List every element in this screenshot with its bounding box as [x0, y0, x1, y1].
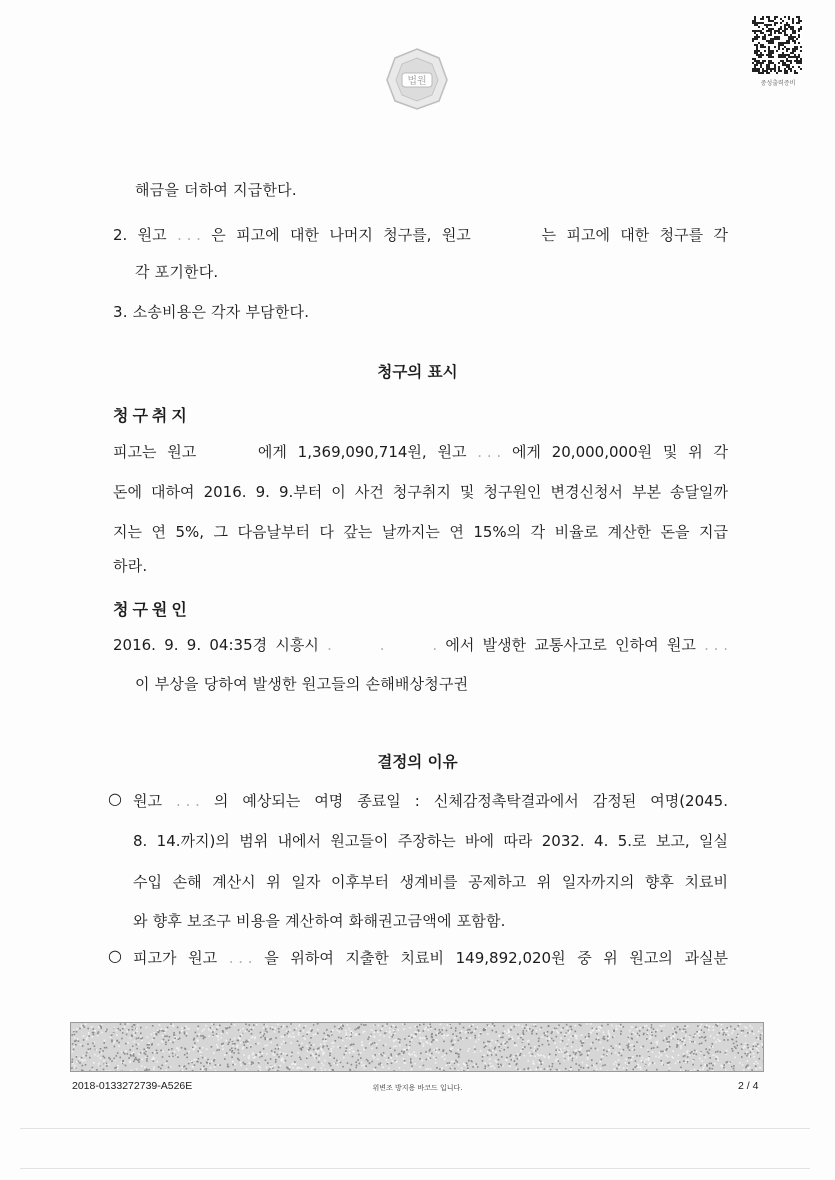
claim-c1-b: 에서 발생한 교통사고로 인하여 원고 — [445, 636, 696, 654]
anti-forgery-barcode — [70, 1022, 764, 1072]
order-item-2-suffix: 는 피고에 대한 청구를 각 — [541, 226, 728, 244]
redacted-name: . . . — [177, 226, 201, 244]
bullet-circle-icon: ○ — [108, 946, 122, 965]
order-item-2-cont: 각 포기한다. — [135, 263, 219, 281]
qr-caption: 중성출력증비 — [760, 80, 796, 87]
redacted-name: . . . — [477, 443, 502, 461]
claim-title: 청구의 표시 — [377, 363, 458, 381]
reason-b2-a: 피고가 원고 — [133, 949, 218, 967]
document-id: 2018-0133272739-A526E — [72, 1080, 193, 1092]
scan-edge-line — [20, 1128, 810, 1129]
order-item-2-mid: 은 피고에 대한 나머지 청구를, 원고 — [211, 226, 471, 244]
claim-cause-line-1 — [113, 635, 728, 655]
court-emblem-icon — [384, 46, 450, 112]
claim-p1-b: 에게 1,369,090,714원, 원고 — [257, 443, 467, 461]
claim-p1-a: 피고는 원고 — [113, 443, 197, 461]
scan-edge-line — [20, 1168, 810, 1169]
barcode-note: 위변조 방지용 바코드 입니다. — [372, 1084, 463, 1092]
claim-purpose-heading: 청구취지 — [113, 406, 191, 425]
redacted-name: . . . — [704, 636, 728, 654]
reason-bullet-1-line-3: 수입 손해 계산시 위 일자 이후부터 생계비를 공제하고 위 일자까지의 향후 치료비 — [133, 873, 728, 891]
claim-purpose-line-2: 돈에 대하여 2016. 9. 9.부터 이 사건 청구취지 및 청구원인 변경신청서 부본 송달일까 — [113, 483, 728, 501]
reason-b2-b: 을 위하여 지출한 치료비 149,892,020원 중 위 원고의 과실분 — [264, 949, 729, 967]
order-item-3: 3. 소송비용은 각자 부담한다. — [113, 303, 310, 321]
claim-purpose-line-3: 지는 연 5%, 그 다음날부터 다 갚는 날까지는 연 15%의 각 비율로 계산한 돈을 지급 — [113, 523, 728, 541]
reason-bullet-1-line-2: 8. 14.까지)의 범위 내에서 원고들이 주장하는 바에 따라 2032. 4. 5.로 보고, 일실 — [133, 832, 728, 850]
reason-title: 결정의 이유 — [377, 753, 458, 771]
redacted-name: . . . — [176, 792, 200, 810]
order-item-2-prefix: 2. 원고 — [113, 226, 167, 244]
qr-code-icon — [752, 16, 802, 74]
emblem-text: 법원 — [407, 76, 427, 87]
claim-purpose-line-1 — [113, 442, 728, 462]
reason-bullet-1-line-4: 와 향후 보조구 비용을 계산하여 화해권고금액에 포함함. — [133, 912, 506, 930]
claim-p1-c: 에게 20,000,000원 및 위 각 — [511, 443, 728, 461]
claim-cause-heading: 청구원인 — [113, 600, 191, 619]
bullet-circle-icon: ○ — [108, 789, 122, 808]
claim-purpose-line-4: 하라. — [113, 557, 148, 575]
reason-b1-b: 의 예상되는 여명 종료일 : 신체감정촉탁결과에서 감정된 여명(2045. — [213, 792, 728, 810]
reason-b1-a: 원고 — [133, 792, 162, 810]
redacted-address: . . . — [327, 636, 438, 654]
order-item-2 — [113, 225, 728, 245]
page-number: 2 / 4 — [738, 1080, 759, 1092]
reason-bullet-1-line-1 — [133, 791, 728, 811]
redacted-name: . . . — [228, 949, 253, 967]
claim-cause-line-2: 이 부상을 당하여 발생한 원고들의 손해배상청구권 — [135, 675, 469, 693]
reason-bullet-2-line-1 — [133, 948, 728, 968]
order-line-1: 해금을 더하여 지급한다. — [135, 181, 297, 199]
claim-c1-a: 2016. 9. 9. 04:35경 시흥시 — [113, 636, 319, 654]
